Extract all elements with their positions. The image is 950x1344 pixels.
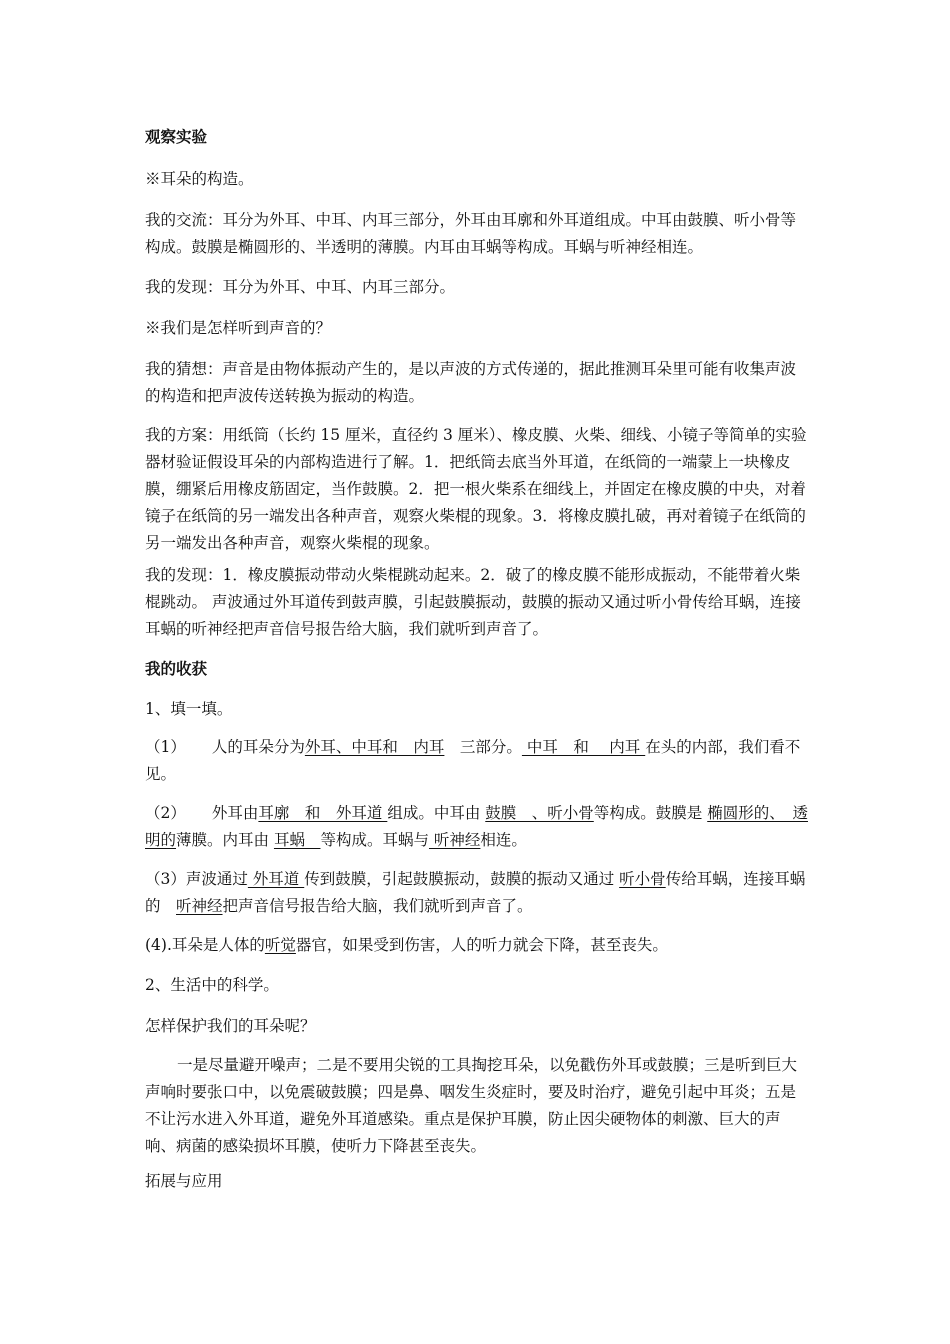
q2-answer-4: 耳蜗 (273, 831, 321, 849)
q1-answer-2: 中耳 和 内耳 (521, 738, 646, 756)
heading-observe-experiment: 观察实验 (145, 128, 208, 146)
question-4 (145, 932, 810, 959)
q4-text-2: 器官，如果受到伤害，人的听力就会下降，甚至丧失。 (295, 936, 668, 954)
heading-my-gain: 我的收获 (145, 660, 208, 678)
q4-answer-1: 听觉 (264, 936, 296, 954)
question-3 (145, 866, 810, 920)
my-exchange-paragraph: 我的交流：耳分为外耳、中耳、内耳三部分，外耳由耳廓和外耳道组成。中耳由鼓膜、听小骨等构成。鼓膜是椭圆形的、半透明的薄膜。内耳由耳蜗等构成。耳蜗与听神经相连。 (145, 211, 797, 256)
q1-answer-1: 外耳、中耳和 内耳 (304, 738, 445, 756)
question-1 (145, 734, 810, 788)
q3-text-1: （3）声波通过 (145, 870, 248, 888)
extension-title: 拓展与应用 (145, 1172, 223, 1190)
q2-text-3: 等构成。鼓膜是 (593, 804, 708, 822)
q2-answer-1: 耳廓 和 外耳道 (258, 804, 388, 822)
protect-ears-answer: 一是尽量避开噪声；二是不要用尖锐的工具掏挖耳朵，以免戳伤外耳或鼓膜；三是听到巨大声响时要张口中，以免震破鼓膜；四是鼻、咽发生炎症时，要及时治疗，避免引起中耳炎；五是不让污水进入外耳道，避免外耳道感染。重点是保护耳膜，防止因尖硬物体的刺激、巨大的声响、病菌的感染损坏耳膜，使听力下降甚至丧失。 (145, 1056, 798, 1155)
q2-text-1: 外耳由 (211, 804, 259, 822)
my-discovery-1: 我的发现：耳分为外耳、中耳、内耳三部分。 (145, 278, 456, 296)
q1-text-1: 人的耳朵分为 (211, 738, 305, 756)
q3-answer-2: 听小骨 (619, 870, 666, 888)
q3-answer-3: 听神经 (176, 897, 223, 915)
my-discovery-2: 我的发现：1．橡皮膜振动带动火柴棍跳动起来。2．破了的橡皮膜不能形成振动，不能带着火柴棍跳动。 声波通过外耳道传到鼓声膜，引起鼓膜振动，鼓膜的振动又通过听小骨传给耳蜗，连接耳蜗的听神经把声音信号报告给大脑，我们就听到声音了。 (145, 566, 801, 638)
question-2 (145, 800, 810, 854)
my-guess-paragraph: 我的猜想：声音是由物体振动产生的，是以声波的方式传递的，据此推测耳朵里可能有收集声波的构造和把声波传送转换为振动的构造。 (145, 360, 797, 405)
protect-ears-question: 怎样保护我们的耳朵呢？ (145, 1017, 316, 1035)
science-in-life-title: 2、生活中的科学。 (145, 976, 279, 994)
q2-answer-3: 椭圆形的、 透明的 (145, 804, 808, 849)
how-we-hear-title: ※我们是怎样听到声音的？ (145, 319, 332, 337)
q1-text-2: 三部分。 (444, 738, 522, 756)
q3-text-4: 把声音信号报告给大脑，我们就听到声音了。 (222, 897, 533, 915)
q2-text-6: 相连。 (480, 831, 527, 849)
q2-text-5: 等构成。耳蜗与 (320, 831, 429, 849)
q3-text-3: 传给耳蜗，连接耳蜗的 (145, 870, 806, 915)
ear-structure-title: ※耳朵的构造。 (145, 170, 254, 188)
q2-text-2: 组成。中耳由 (387, 804, 486, 822)
q2-text-4: 薄膜。内耳由 (176, 831, 274, 849)
fill-in-title: 1、填一填。 (145, 700, 233, 718)
q2-number: （2） (145, 804, 186, 822)
my-plan-paragraph: 我的方案：用纸筒（长约 15 厘米，直径约 3 厘米）、橡皮膜、火柴、细线、小镜子等简单的实验器材验证假设耳朵的内部构造进行了解。1．把纸筒去底当外耳道，在纸筒的一端蒙上一块橡皮膜，绷紧后用橡皮筋固定，当作鼓膜。2．把一根火柴系在细线上，并固定在橡皮膜的中央，对着镜子在纸筒的另一端发出各种声音，观察火柴棍的现象。3．将橡皮膜扎破，再对着镜子在纸筒的另一端发出各种声音，观察火柴棍的现象。 (145, 426, 807, 552)
q2-answer-2: 鼓膜 、听小骨 (485, 804, 594, 822)
q1-text-3: 在头的内部，我们看不见。 (145, 738, 801, 783)
q3-answer-1: 外耳道 (247, 870, 305, 888)
q4-text-1: (4).耳朵是人体的 (145, 936, 265, 954)
q2-answer-5: 听神经 (428, 831, 481, 849)
q3-text-2: 传到鼓膜，引起鼓膜振动，鼓膜的振动又通过 (304, 870, 620, 888)
q1-number: （1） (145, 738, 186, 756)
